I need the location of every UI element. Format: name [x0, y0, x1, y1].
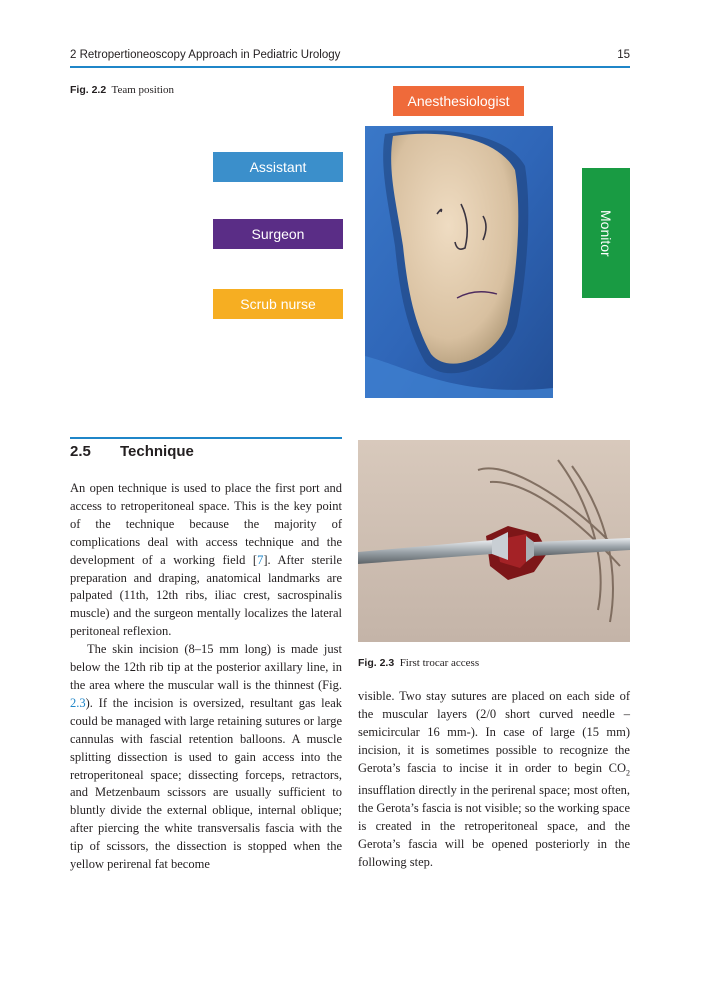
paragraph-2-text-b: ). If the incision is oversized, resultant gas leak could be managed with large retaining sutures or large cannulas with fascial retention balloons. A muscle splitting dissection is used to gain access into the retroperitoneal space; dissecting forceps, retractors, and Metzenbaum scissors are usually sufficient to bluntly divide the external oblique, internal oblique; after piercing the white transversalis fascia with the tip of scissors, the dissection is stopped when the yellow perirenal fat become — [70, 695, 342, 872]
co2-subscript: 2 — [626, 768, 630, 778]
section-title: Technique — [120, 443, 194, 460]
paragraph-3 — [358, 688, 630, 872]
scrub-nurse-label: Scrub nurse — [240, 296, 316, 312]
monitor-label: Monitor — [598, 209, 614, 257]
monitor-box — [582, 168, 630, 298]
figure-2-2-label: Fig. 2.2 — [70, 84, 107, 96]
anesthesiologist-box — [393, 86, 524, 116]
paragraph-1-text-b: ]. After sterile preparation and draping, anatomical landmarks are palpated (11th, 12th ribs, iliac crest, sacrospinalis muscle) and the surgeon mentally localizes the lateral peritoneal reflexion. — [70, 552, 342, 639]
assistant-label: Assistant — [249, 159, 307, 175]
surgeon-label: Surgeon — [251, 226, 305, 242]
scrub-nurse-box — [213, 289, 343, 319]
right-column-text — [358, 688, 630, 872]
surgeon-box — [213, 219, 343, 249]
paragraph-3-text-a: visible. Two stay sutures are placed on each side of the muscular layers (2/0 short curved needle – semicircular 16 mm-). In case of large (15 mm) incision, it is sometimes possible to recognize the Gerota’s fascia to incise it in order to begin CO — [358, 689, 630, 775]
paragraph-1 — [70, 480, 342, 641]
section-rule — [70, 437, 342, 439]
section-number: 2.5 — [70, 443, 91, 460]
paragraph-2-text-a: The skin incision (8–15 mm long) is made just below the 12th rib tip at the posterior axillary line, in the area where the muscular wall is the thinnest (Fig. — [70, 642, 342, 692]
paragraph-2 — [70, 641, 342, 874]
figure-2-2 — [0, 0, 701, 420]
figure-2-3-link[interactable]: 2.3 — [70, 695, 86, 710]
figure-2-3-caption-text: First trocar access — [399, 657, 480, 669]
patient-photo — [365, 126, 553, 398]
page-number: 15 — [617, 49, 630, 61]
paragraph-1-text-a: An open technique is used to place the first port and access to retroperitoneal space. This is the key point of the technique because the majority of complications deal with access technique and the development of a working field [ — [70, 481, 342, 567]
figure-2-2-caption-text: Team position — [111, 84, 174, 96]
figure-2-3-caption — [358, 656, 479, 670]
section-heading — [70, 443, 194, 460]
assistant-box — [213, 152, 343, 182]
reference-7-link[interactable]: 7 — [257, 552, 264, 567]
running-title: 2 Retropertioneoscopy Approach in Pediatric Urology — [70, 49, 341, 61]
paragraph-3-text-b: insufflation directly in the perirenal space; most often, the Gerota’s fascia is not visible; so the working space is created in the retroperitoneal space, and the Gerota’s fascia will be opened posteriorly in the following step. — [358, 783, 630, 869]
figure-2-3-label: Fig. 2.3 — [358, 657, 395, 669]
anesthesiologist-label: Anesthesiologist — [407, 93, 510, 109]
left-column-text — [70, 480, 342, 874]
figure-2-3-photo — [358, 440, 630, 642]
